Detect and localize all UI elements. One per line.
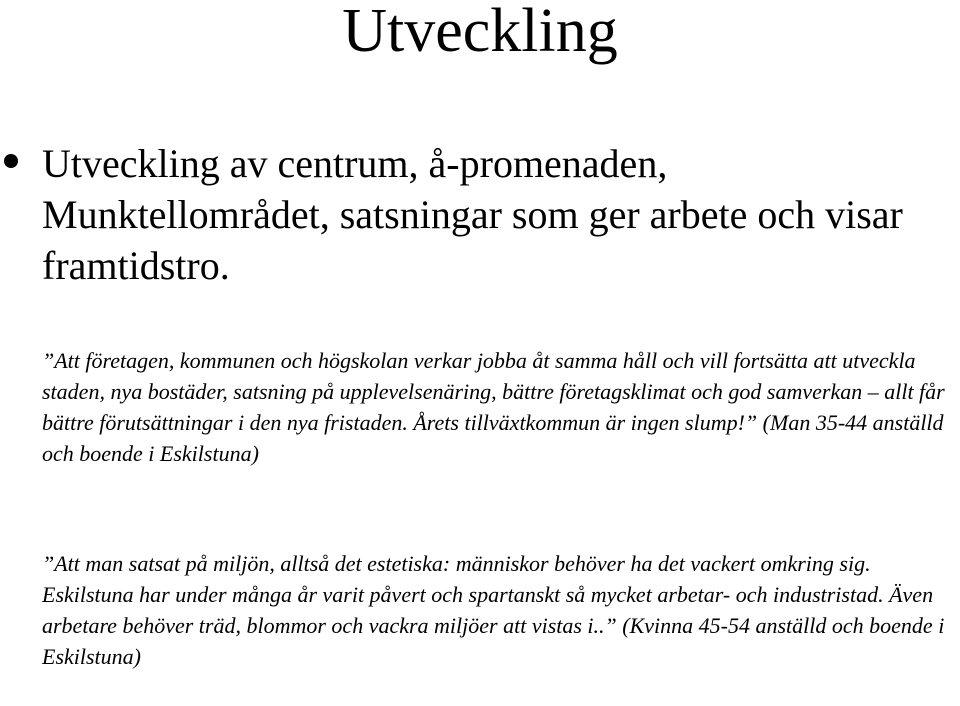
slide-title: Utveckling (342, 0, 618, 65)
quote-text: ”Att företagen, kommunen och högskolan verkar jobba åt samma håll och vill fortsätta att utveckla staden, nya bostäder, satsning på upplevelsenäring, bättre företagsklimat och god samverkan – allt får bättre förutsättningar i den nya fristaden. Årets tillväxtkommun är ingen slump!” (42, 348, 945, 435)
quote-block-1 (42, 345, 960, 469)
quote-block-2 (42, 548, 960, 672)
quote-attribution: (Kvinna 45-54 anställd och boende i Eskilstuna) (42, 613, 945, 669)
quote-attribution: (Man 35-44 anställd och boende i Eskilstuna) (42, 410, 944, 466)
quote-text: ”Att man satsat på miljön, alltså det estetiska: människor behöver ha det vackert omkring sig. Eskilstuna har under många år varit påvert och spartanskt så mycket arbetar- och industristad. Även arbetare behöver träd, blommor och vackra miljöer att vistas i..” (42, 551, 934, 638)
bullet-point-icon (4, 154, 18, 168)
bullet-text: Utveckling av centrum, å-promenaden, Munktellområdet, satsningar som ger arbete och visar framtidstro. (42, 141, 903, 288)
